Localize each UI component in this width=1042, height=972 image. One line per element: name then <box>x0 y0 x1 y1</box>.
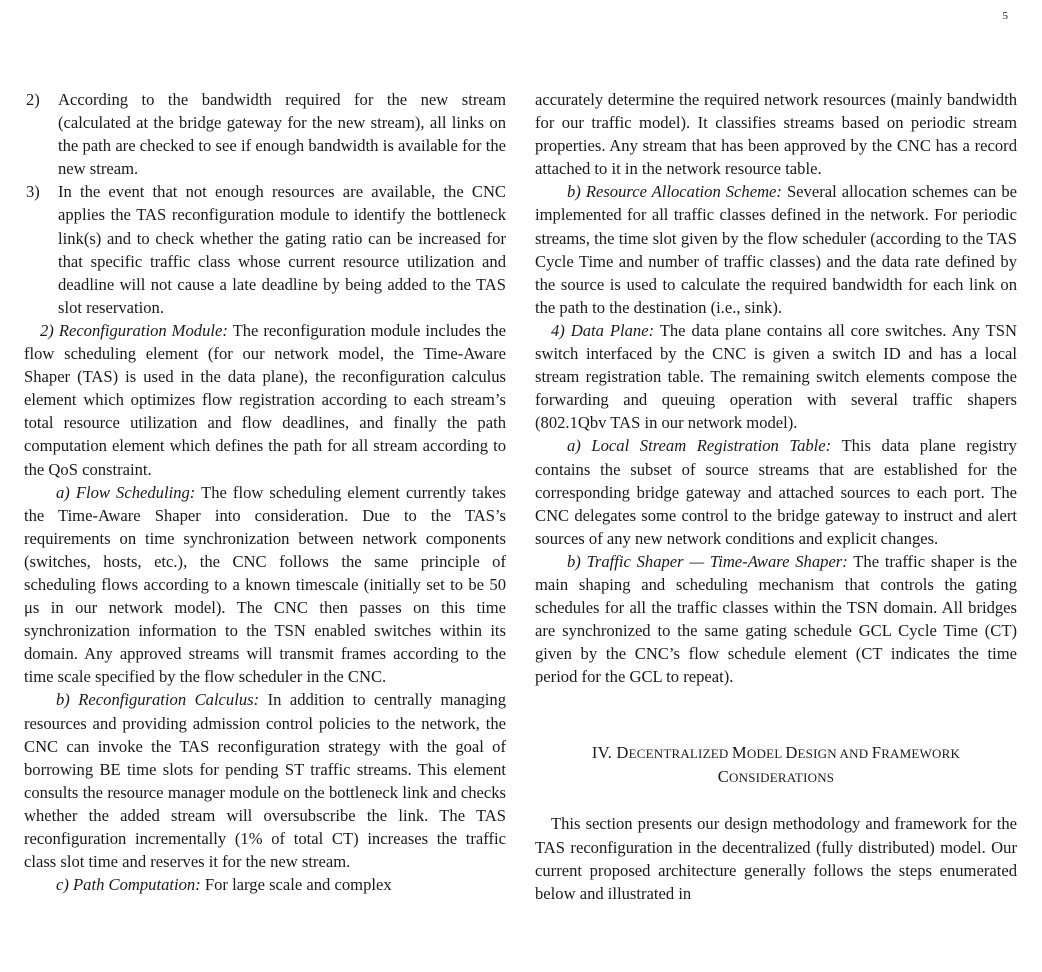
paragraph-local-stream-registration <box>535 434 1017 549</box>
paragraph-path-computation <box>24 873 506 896</box>
left-column <box>24 88 506 896</box>
subsection-heading: 4) Data Plane: <box>551 320 655 340</box>
subsubsection-heading: c) Path Computation: <box>56 875 201 895</box>
section-title-part: ODEL <box>746 746 786 762</box>
paragraph-text: For large scale and complex <box>204 875 392 895</box>
paragraph-text: Several allocation schemes can be implemented for all traffic classes defined in the network. For periodic streams, the time slot given by the flow scheduler (according to the TAS Cycle Time and number of traffic classes) and the data rate defined by the source is used to calculate the required bandwidth for each link on the path to the destination (i.e., sink). <box>535 182 1018 317</box>
paragraph-text: In addition to centrally managing resources and providing admission control policies to the network, the CNC can invoke the TAS reconfiguration strategy with the goal of borrowing BE time slots for pending ST traffic streams. This element consults the resource manager module on the bottleneck link and checks whether the added stream will oversubscribe the link. The TAS reconfiguration incrementally (1% of total CT) increases the traffic class slot time and reserves it for the new stream. <box>24 690 506 872</box>
subsubsection-heading: b) Resource Allocation Scheme: <box>567 182 782 202</box>
section-title-part: C <box>717 767 730 787</box>
section-title-part: ONSIDERATIONS <box>729 770 835 786</box>
subsubsection-heading: a) Local Stream Registration Table: <box>567 436 832 456</box>
section-title-part: ECENTRALIZED <box>628 746 732 762</box>
subsubsection-heading: b) Reconfiguration Calculus: <box>56 690 260 710</box>
paragraph-text: This data plane registry contains the subset of source streams that are established for the corresponding bridge gateway and attached sources to each port. The CNC delegates some control to the bridge gateway to instruct and alert sources of any new network conditions and explicit changes. <box>535 436 1017 548</box>
paragraph-data-plane <box>535 319 1017 434</box>
right-column <box>535 88 1017 905</box>
paragraph-text: The flow scheduling element currently takes the Time-Aware Shaper into consideration. Due to the TAS’s requirements on time synchronization between network components (switches, hosts, etc.), the CNC follows the same principle of scheduling flows according to a known timescale (initially set to be 50 μs in our network model). The CNC then passes on this time synchronization information to the TSN enabled switches within its domain. Any approved streams will transmit frames according to the time scale specified by the flow scheduler in the CNC. <box>24 482 506 687</box>
paragraph-traffic-shaper <box>535 550 1017 689</box>
list-number: 3) <box>26 182 40 202</box>
section-title-part: RAMEWORK <box>881 746 961 762</box>
section-heading <box>535 741 1017 789</box>
paragraph-text: The data plane contains all core switches. Any TSN switch interfaced by the CNC is given a switch ID and has a local stream registration table. The remaining switch elements compose the forwarding and queuing operation with several traffic shapers (802.1Qbv TAS in our network model). <box>535 320 1017 433</box>
section-title-part: ESIGN AND <box>797 746 872 762</box>
subsection-heading: 2) Reconfiguration Module: <box>40 320 228 340</box>
paragraph-continuation: accurately determine the required network resources (mainly bandwidth for our traffic model). It classifies streams based on periodic stream properties. Any stream that has been approved by the CNC has a record attached to it in the network resource table. <box>535 90 1017 179</box>
list-text: According to the bandwidth required for the new stream (calculated at the bridge gateway for the new stream), all links on the path are checked to see if enough bandwidth is available for the new stream. <box>58 90 506 179</box>
paragraph-text: The traffic shaper is the main shaping and scheduling mechanism that controls the gating schedules for all the traffic classes within the TSN domain. All bridges are synchronized to the same gating schedule GCL Cycle Time (CT) given by the CNC’s flow schedule element (CT indicates the time period for the GCL to repeat). <box>535 551 1017 687</box>
paragraph-flow-scheduling <box>24 481 506 689</box>
section-title-part: M <box>731 743 747 763</box>
page-number: 5 <box>1002 10 1008 22</box>
section-numeral: IV. <box>591 743 613 763</box>
list-number: 2) <box>26 90 40 109</box>
paragraph-resource-allocation <box>535 180 1017 319</box>
section-title-part: F <box>871 743 882 763</box>
paragraph-reconfiguration-module <box>24 319 506 481</box>
section-title-part: D <box>785 743 798 763</box>
list-item-2 <box>24 88 506 180</box>
list-item-3 <box>24 180 506 319</box>
section-title-part: D <box>616 743 629 763</box>
list-text: In the event that not enough resources are available, the CNC applies the TAS reconfiguration module to identify the bottleneck link(s) and to check whether the gating ratio can be increased for that specific traffic class whose current resource utilization and deadline will not cause a late deadline by being added to the TAS slot reservation. <box>58 182 506 317</box>
subsubsection-heading: b) Traffic Shaper — Time-Aware Shaper: <box>567 551 848 571</box>
paragraph-reconfiguration-calculus <box>24 688 506 873</box>
subsubsection-heading: a) Flow Scheduling: <box>56 482 196 502</box>
paragraph-text: The reconfiguration module includes the flow scheduling element (for our network model, the Time-Aware Shaper (TAS) is used in the data plane), the reconfiguration calculus element which optimizes flow registration according to each stream’s total resource utilization and flow deadlines, and finally the path computation element which defines the path for all stream according to the QoS constraint. <box>24 320 506 479</box>
paragraph-section-intro: This section presents our design methodology and framework for the TAS reconfiguration in the decentralized (fully distributed) model. Our current proposed architecture generally follows the steps enumerated below and illustrated in <box>535 814 1017 903</box>
